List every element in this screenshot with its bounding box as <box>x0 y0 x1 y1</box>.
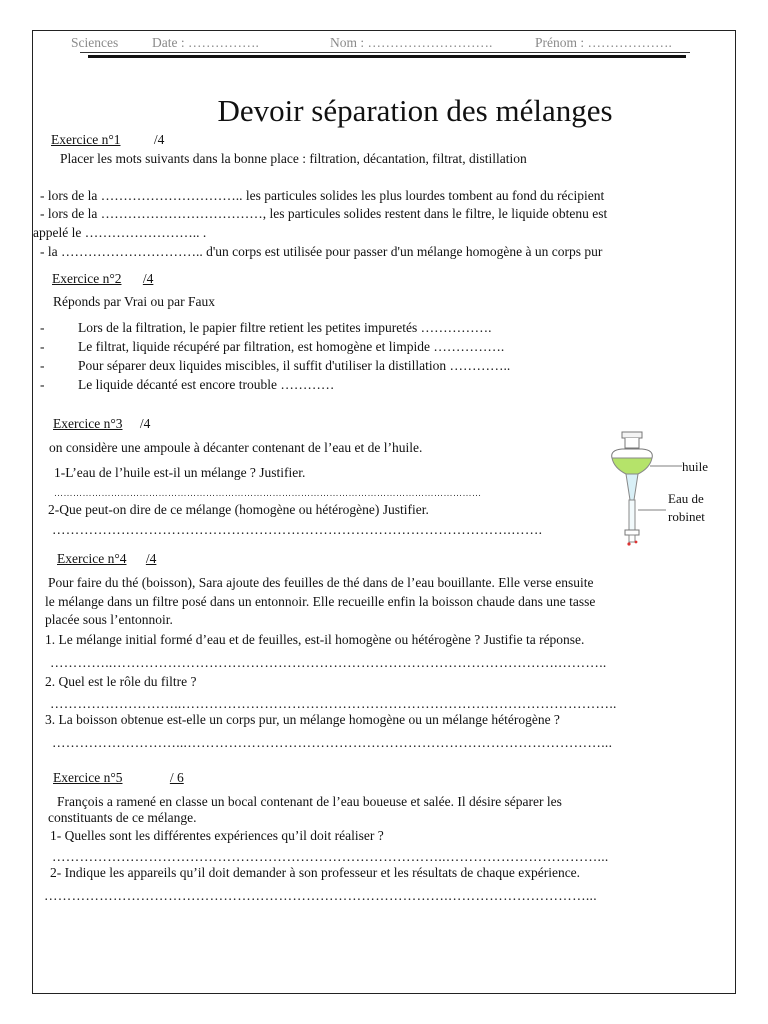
header-rule-thick <box>88 55 686 58</box>
ex2-label: Exercice n°2 <box>52 271 122 286</box>
ex3-question-1: 1-L’eau de l’huile est-il un mélange ? Justifier. <box>54 465 306 480</box>
header-date: Date : ……………. <box>152 35 259 50</box>
ex3-heading <box>53 416 150 432</box>
header-rule-thin <box>80 52 690 53</box>
ex4-question-1: 1. Le mélange initial formé d’eau et de feuilles, est-il homogène ou hétérogène ? Justifie ta réponse. <box>45 632 585 647</box>
header-subject: Sciences <box>71 35 119 50</box>
ex4-answer-line-2: ………………………..………………………………………………………………………………….. <box>50 696 617 711</box>
ex2-heading <box>52 271 153 287</box>
ex4-paragraph-1: Pour faire du thé (boisson), Sara ajoute des feuilles de thé dans de l’eau bouillante. Elle verse ensuite <box>48 575 594 590</box>
ex5-question-1: 1- Quelles sont les différentes expériences qu’il doit réaliser ? <box>50 828 384 843</box>
ex2-instruction: Réponds par Vrai ou par Faux <box>53 294 216 309</box>
ex4-heading <box>57 551 156 567</box>
ex1-line3: - la ………………………….. d'un corps est utilisée pour passer d'un mélange homogène à un corps pur <box>40 244 603 259</box>
ex4-paragraph-3: placée sous l’entonnoir. <box>45 612 173 627</box>
ex5-heading <box>53 770 184 786</box>
ex4-answer-line-1: …………..…………………………………………………………………………………….……….. <box>50 655 607 670</box>
figure-label-eau: Eau de <box>668 491 704 506</box>
ex5-question-2: 2- Indique les appareils qu’il doit demander à son professeur et les résultats de chaque expérience. <box>50 865 581 880</box>
ex4-question-3: 3. La boisson obtenue est-elle un corps pur, un mélange homogène ou un mélange hétérogène ? <box>45 712 560 727</box>
ex3-points: /4 <box>139 416 151 431</box>
figure-label-huile: huile <box>682 459 708 474</box>
ex3-intro: on considère une ampoule à décanter contenant de l’eau et de l’huile. <box>49 440 423 455</box>
ex1-line2b: appelé le …………………….. . <box>33 225 207 240</box>
ex5-paragraph-1: François a ramené en classe un bocal contenant de l’eau boueuse et salée. Il désire séparer les <box>57 794 562 809</box>
ex1-points: /4 <box>153 132 165 147</box>
ex5-points: / 6 <box>169 770 184 785</box>
ex4-label: Exercice n°4 <box>57 551 127 566</box>
ex3-answer-line-1: ……………………………………………………………………………………………………………………… <box>54 488 482 498</box>
ex4-points: /4 <box>145 551 157 566</box>
separating-funnel-figure <box>598 428 728 558</box>
ex4-answer-line-3: ………………………...………………………………………………………………………………... <box>52 735 613 750</box>
ex2-item: - Lors de la filtration, le papier filtre retient les petites impuretés ……………. <box>40 320 492 335</box>
ex3-answer-line-2: ……………………………………………………………………………………….……. <box>52 522 543 537</box>
header-nom: Nom : ………………………. <box>330 35 493 50</box>
figure-label-robinet: robinet <box>668 509 705 524</box>
ex3-label: Exercice n°3 <box>53 416 123 431</box>
ex5-label: Exercice n°5 <box>53 770 123 785</box>
ex1-line2: - lors de la ………………………………, les particules solides restent dans le filtre, le liquide obtenu est <box>40 206 608 221</box>
ex4-paragraph-2: le mélange dans un filtre posé dans un entonnoir. Elle recueille enfin la boisson chaude dans une tasse <box>45 594 596 609</box>
ex5-answer-line-1: …………………………………………………………………………..……………………………... <box>52 849 609 864</box>
ex5-paragraph-2: constituants de ce mélange. <box>48 810 197 825</box>
ex5-answer-line-2: …………………………………………………………………………….…………………………... <box>44 888 597 903</box>
ex1-heading <box>51 132 164 148</box>
ex1-label: Exercice n°1 <box>51 132 121 147</box>
ex1-line1: - lors de la ………………………….. les particules solides les plus lourdes tombent au fond du récipient <box>40 188 605 203</box>
page-title: Devoir séparation des mélanges <box>217 93 613 128</box>
ex2-item: - Le liquide décanté est encore trouble ………… <box>40 377 335 392</box>
ex3-question-2: 2-Que peut-on dire de ce mélange (homogène ou hétérogène) Justifier. <box>48 502 429 517</box>
ex2-item: - Le filtrat, liquide récupéré par filtration, est homogène et limpide ……………. <box>40 339 505 354</box>
ex2-item: - Pour séparer deux liquides miscibles, il suffit d'utiliser la distillation ………….. <box>40 358 511 373</box>
header-prenom: Prénom : ………………. <box>535 35 672 50</box>
ex1-instruction: Placer les mots suivants dans la bonne place : filtration, décantation, filtrat, distillation <box>60 151 527 166</box>
ex2-points: /4 <box>142 271 154 286</box>
ex4-question-2: 2. Quel est le rôle du filtre ? <box>45 674 197 689</box>
separating-funnel-icon <box>598 428 728 558</box>
